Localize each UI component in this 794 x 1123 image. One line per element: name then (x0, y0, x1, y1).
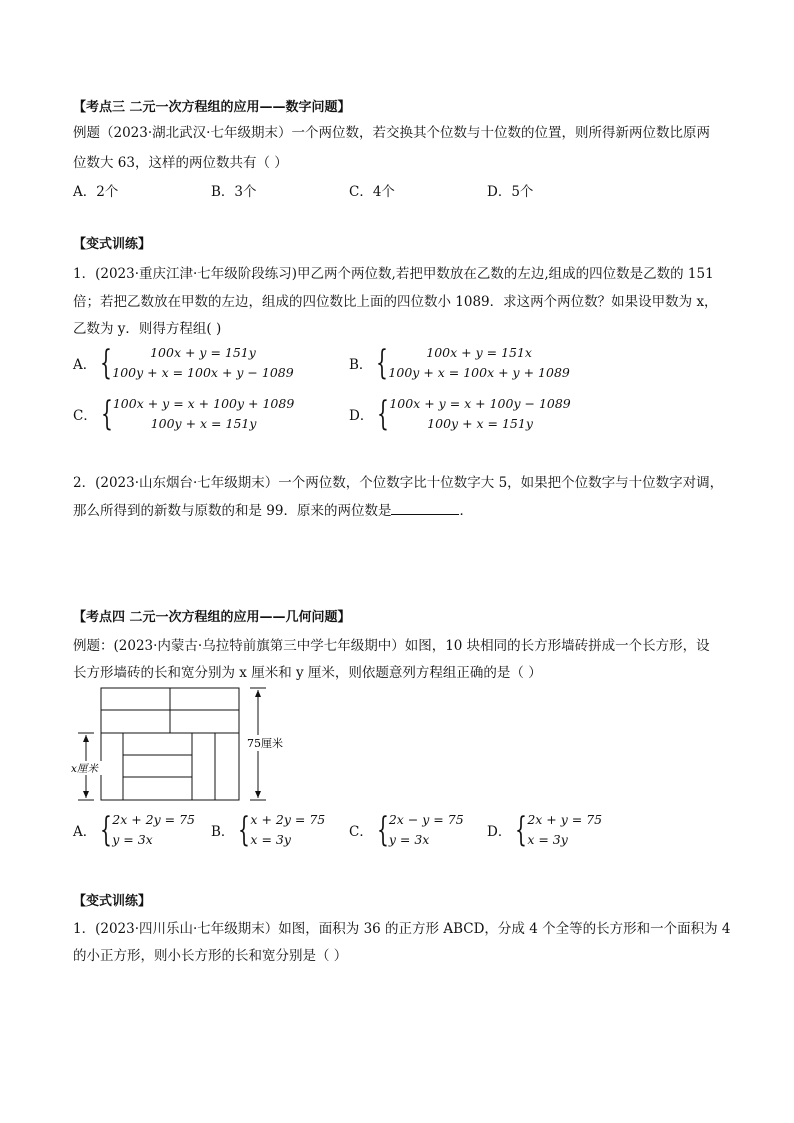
option-b: B．3个 (211, 184, 257, 200)
q1-line-3: 乙数为 y．则得方程组( ) (73, 321, 222, 337)
example2-option-b: B． { x + 2y = 75 x = 3y (211, 810, 326, 850)
q2-line-1: 2．(2023·山东烟台·七年级期末）一个两位数，个位数字比十位数字大 5，如果把个位数字与十位数字对调， (73, 475, 724, 491)
brick-figure (70, 685, 290, 807)
example2-line-2: 长方形墙砖的长和宽分别为 x 厘米和 y 厘米，则依题意列方程组正确的是（ ） (73, 665, 542, 681)
example2-option-a: A． { 2x + 2y = 75 y = 3x (73, 810, 196, 850)
example-line-2: 位数大 63，这样的两位数共有（ ） (73, 155, 288, 171)
example2-option-c: C． { 2x − y = 75 y = 3x (349, 810, 464, 850)
label-75: 75厘米 (247, 737, 283, 750)
q1-line-1: 1．(2023·重庆江津·七年级阶段练习)甲乙两个两位数,若把甲数放在乙数的左边,组成的四位数是乙数的 151 (73, 266, 714, 282)
brace-icon: { (238, 810, 251, 850)
example-line-1: 例题（2023·湖北武汉·七年级期末）一个两位数，若交换其个位数与十位数的位置，则所得新两位数比原两 (73, 125, 710, 141)
q3-line-2: 的小正方形，则小长方形的长和宽分别是（ ） (73, 948, 348, 964)
brace-icon: { (376, 810, 389, 850)
brace-icon: { (100, 343, 113, 383)
option-a: A．2个 (73, 184, 119, 200)
q1-option-b: B． { 100x + y = 151x 100y + x = 100x + y + 1089 (349, 343, 570, 383)
q1-line-2: 倍；若把乙数放在甲数的左边，组成的四位数比上面的四位数小 1089．求这两个两位数？如果设甲数为 x， (73, 294, 718, 310)
brace-icon: { (377, 394, 390, 434)
q3-line-1: 1．(2023·四川乐山·七年级期末）如图，面积为 36 的正方形 ABCD，分成 4 个全等的长方形和一个面积为 4 (73, 921, 731, 937)
q1-option-c: C． { 100x + y = x + 100y + 1089 100y + x = 151y (73, 394, 295, 434)
q1-option-a: A． { 100x + y = 151y 100y + x = 100x + y − 1089 (73, 343, 294, 383)
q1-option-d: D． { 100x + y = x + 100y − 1089 100y + x = 151y (349, 394, 571, 434)
section4-heading: 【考点四 二元一次方程组的应用——几何问题】 (73, 610, 351, 625)
brace-icon: { (515, 810, 528, 850)
section3-heading: 【考点三 二元一次方程组的应用——数字问题】 (73, 100, 351, 115)
label-x: x厘米 (71, 763, 98, 775)
q2-line-2: 那么所得到的新数与原数的和是 99．原来的两位数是 ． (73, 499, 473, 519)
example2-option-d: D． { 2x + y = 75 x = 3y (487, 810, 603, 850)
brace-icon: { (100, 394, 113, 434)
training-heading-2: 【变式训练】 (73, 894, 152, 909)
option-c: C．4个 (349, 184, 395, 200)
example2-line-1: 例题：(2023·内蒙古·乌拉特前旗第三中学七年级期中）如图，10 块相同的长方形墙砖拼成一个长方形，设 (73, 638, 710, 654)
training-heading-1: 【变式训练】 (73, 237, 152, 252)
answer-blank[interactable] (391, 500, 459, 515)
brace-icon: { (376, 343, 389, 383)
option-d: D．5个 (487, 184, 534, 200)
brace-icon: { (100, 810, 113, 850)
